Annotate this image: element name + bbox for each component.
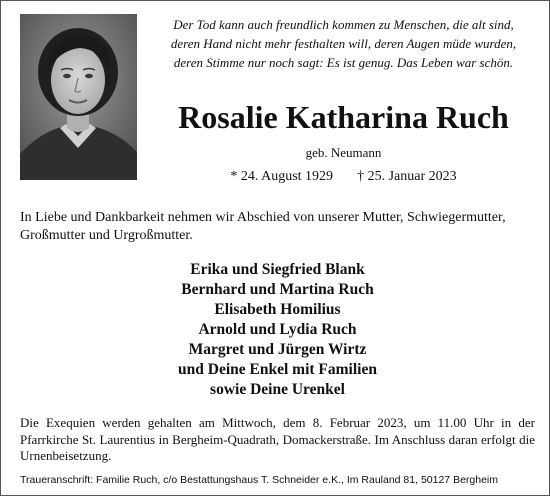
mourner-line: Bernhard und Martina Ruch [181, 281, 374, 298]
quote-line: Der Tod kann auch freundlich kommen zu Menschen, die alt sind, [173, 17, 514, 32]
mourner-line: sowie Deine Urenkel [210, 381, 345, 398]
life-dates [151, 168, 536, 185]
poem-quote [151, 15, 536, 72]
farewell-text: In Liebe und Dankbarkeit nehmen wir Abschied von unserer Mutter, Schwiegermutter, Großmutter und Urgroßmutter. [20, 210, 506, 243]
service-details: Die Exequien werden gehalten am Mittwoch, dem 8. Februar 2023, um 11.00 Uhr in der Pfarrkirche St. Laurentius in Bergheim-Quadrath, Domackerstraße. Im Anschluss daran erfolgt die Urnenbeisetzung. [20, 415, 535, 463]
death-date: † 25. Januar 2023 [357, 169, 457, 184]
birth-date: * 24. August 1929 [230, 169, 334, 184]
portrait-photo [20, 14, 137, 180]
portrait-icon [20, 14, 137, 180]
mourning-address: Traueranschrift: Familie Ruch, c/o Bestattungshaus T. Schneider e.K., Im Rauland 81, 50127 Bergheim [20, 474, 499, 486]
quote-line: deren Stimme nur noch sagt: Es ist genug. Das Leben war schön. [173, 55, 514, 70]
mourners-list [20, 260, 535, 400]
maiden-name: geb. Neumann [305, 145, 382, 160]
mourner-line: Margret und Jürgen Wirtz [188, 341, 367, 358]
mourner-line: Arnold und Lydia Ruch [198, 321, 357, 338]
mourner-line: Erika und Siegfried Blank [190, 261, 365, 278]
deceased-name: Rosalie Katharina Ruch [178, 99, 509, 135]
quote-line: deren Hand nicht mehr festhalten will, deren Augen müde wurden, [170, 36, 517, 51]
mourner-line: und Deine Enkel mit Familien [178, 361, 377, 378]
mourner-line: Elisabeth Homilius [214, 301, 341, 318]
